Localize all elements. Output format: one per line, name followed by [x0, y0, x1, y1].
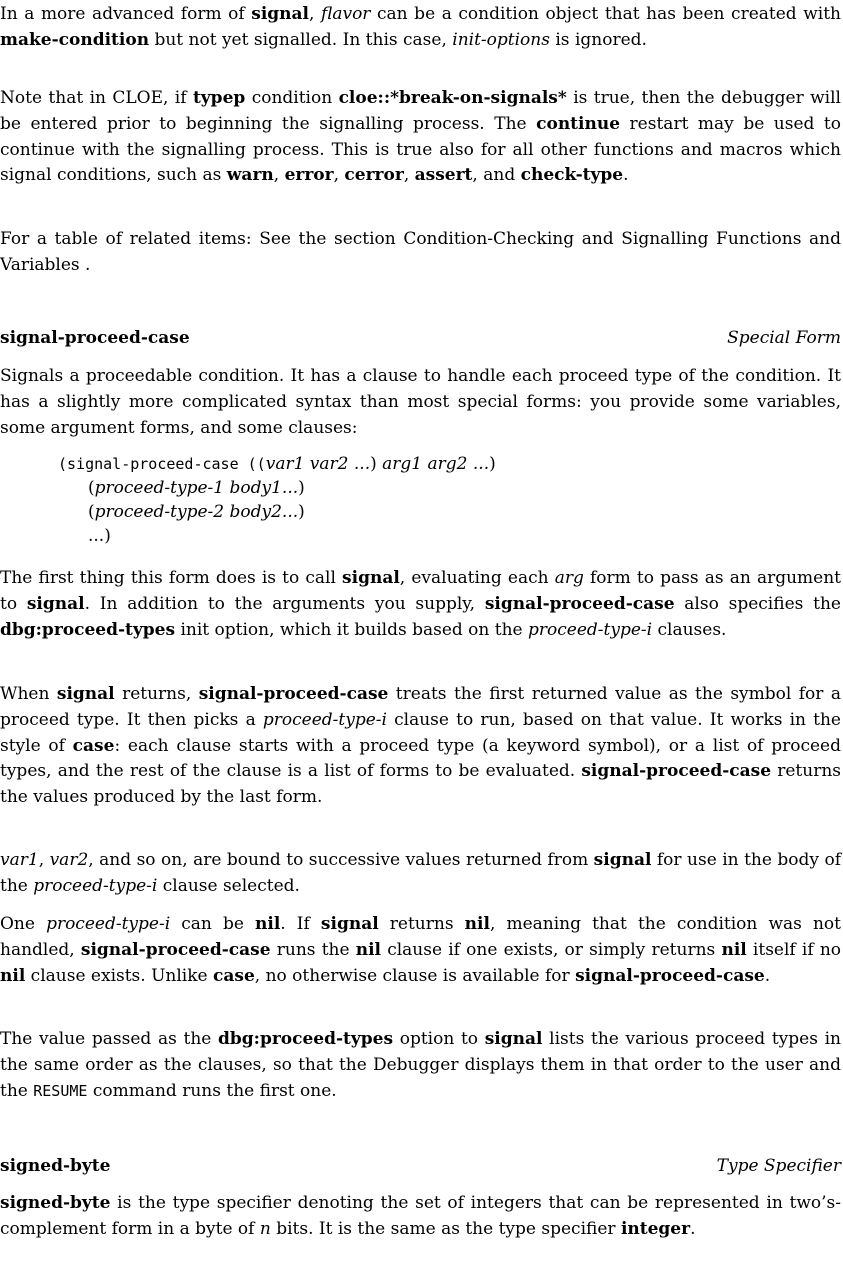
term-signed-byte: signed-byte	[0, 1193, 111, 1213]
text: init option, which it builds based on the	[175, 619, 529, 640]
code-args: arg1 arg2 ...	[382, 454, 490, 474]
term-check-type: check-type	[520, 165, 624, 186]
term-cerror: cerror	[344, 165, 404, 186]
term-signal: signal	[56, 684, 115, 704]
text: , evaluating each	[399, 568, 555, 588]
term-signal-proceed-case: signal-proceed-case	[575, 965, 765, 986]
text: The value passed as the	[0, 1029, 219, 1049]
term-assert: assert	[414, 165, 473, 186]
entry-kind: Type Specifier	[716, 1156, 841, 1176]
code-line: ...)	[88, 526, 111, 546]
entry-name: signal-proceed-case	[0, 328, 190, 348]
text: is ignored.	[549, 29, 647, 50]
arg-proceed-type-i: proceed-type-i	[262, 709, 387, 730]
text: clause to run, based on that value. It works in the style of	[0, 709, 841, 756]
term-signal: signal	[484, 1029, 543, 1049]
entry1-paragraph-first-thing	[0, 566, 841, 643]
entry-header-signal-proceed-case	[0, 325, 841, 351]
code-line	[88, 500, 305, 524]
arg-proceed-type-i: proceed-type-i	[46, 914, 171, 934]
term-break-on-signals: cloe::*break-on-signals*	[338, 88, 567, 108]
text: . If	[280, 914, 321, 934]
text: ,	[309, 4, 321, 24]
term-signal: signal	[593, 850, 652, 870]
text: .	[623, 165, 629, 186]
text: The first thing this form does is to call	[0, 568, 343, 588]
text: clauses.	[652, 619, 727, 640]
term-signal-proceed-case: signal-proceed-case	[80, 939, 271, 960]
text: lists the various proceed types in the same order as the clauses, so that the Debugger displays them in that order to the user and the	[0, 1029, 841, 1101]
text: : each clause starts with a proceed type (a keyword symbol), or a list of proceed types, and the rest of the clause is a list of forms to be evaluated.	[0, 735, 841, 782]
term-nil: nil	[255, 914, 281, 934]
text: clause selected.	[157, 875, 300, 896]
arg-var2: var2	[49, 850, 89, 870]
code-args: var1 var2 ...	[265, 454, 371, 474]
text: runs the	[270, 939, 356, 960]
text: also specifies the	[674, 593, 841, 614]
text: .	[690, 1218, 696, 1239]
intro-paragraph-flavor	[0, 2, 841, 54]
term-nil: nil	[721, 939, 747, 960]
text: clause exists. Unlike	[25, 965, 214, 986]
text: , and so on, are bound to successive values returned from	[88, 850, 594, 870]
term-case: case	[213, 965, 255, 986]
code-text: )	[489, 454, 496, 474]
text: option to	[393, 1029, 485, 1049]
text: In a more advanced form of	[0, 4, 252, 24]
text: Note that in CLOE, if	[0, 88, 193, 108]
text: itself if no	[746, 939, 842, 960]
term-warn: warn	[226, 165, 274, 186]
text: When	[0, 684, 57, 704]
text: ,	[273, 165, 285, 186]
text: bits. It is the same as the type specifier	[270, 1218, 621, 1239]
arg-proceed-type-i: proceed-type-i	[528, 619, 653, 640]
term-case: case	[72, 735, 115, 756]
arg-var1: var1	[0, 850, 39, 870]
code-line	[88, 476, 305, 500]
text: , no otherwise clause is available for	[254, 965, 576, 986]
code-text: (	[88, 478, 95, 498]
intro-paragraph-related: For a table of related items: See the section Condition-Checking and Signalling Functions and Variables .	[0, 229, 841, 275]
command-resume: RESUME	[33, 1081, 88, 1100]
arg-n: n	[259, 1218, 271, 1239]
text: treats the first returned value as the symbol for a proceed type. It then picks a	[0, 684, 841, 730]
text: for use in the body of the	[0, 850, 842, 896]
arg-init-options: init-options	[452, 29, 550, 50]
entry-header-signed-byte	[0, 1153, 841, 1179]
term-signal-proceed-case: signal-proceed-case	[198, 684, 389, 704]
text: returns	[378, 914, 465, 934]
term-signal-proceed-case: signal-proceed-case	[484, 593, 675, 614]
text: condition	[245, 88, 339, 108]
text: can be a condition object that has been created with	[370, 4, 842, 24]
text: but not yet signalled. In this case,	[149, 29, 453, 50]
intro-paragraph-cloe	[0, 86, 841, 189]
entry2-paragraph-definition	[0, 1191, 841, 1243]
text: clause if one exists, or simply returns	[381, 939, 722, 960]
text: command runs the first one.	[87, 1080, 337, 1101]
term-proceed-types: dbg:proceed-types	[0, 619, 176, 640]
entry-name: signed-byte	[0, 1156, 111, 1176]
arg-arg: arg	[554, 568, 584, 588]
text: One	[0, 914, 47, 934]
code-text: )	[370, 454, 383, 474]
text: can be	[170, 914, 256, 934]
term-signal: signal	[26, 593, 85, 614]
code-text: (	[88, 502, 95, 522]
text: form to pass as an argument to	[0, 568, 841, 614]
text: returns,	[114, 684, 199, 704]
entry1-paragraph-value-passed	[0, 1027, 841, 1104]
code-text: )	[298, 502, 305, 522]
text: ,	[403, 165, 415, 186]
entry-kind: Special Form	[727, 328, 841, 348]
term-error: error	[284, 165, 334, 186]
text: , meaning that the condition was not handled,	[0, 914, 841, 960]
term-nil: nil	[355, 939, 382, 960]
text: restart may be used to continue with the signalling process. This is true also for all other functions and macros which signal conditions, such as	[0, 113, 841, 186]
text: . In addition to the arguments you supply,	[84, 593, 485, 614]
term-integer: integer	[620, 1218, 691, 1239]
code-text: (signal-proceed-case ((	[58, 455, 266, 473]
text: returns the values produced by the last form.	[0, 761, 841, 808]
arg-flavor: flavor	[320, 4, 371, 24]
term-signal: signal	[342, 568, 400, 588]
term-nil: nil	[0, 965, 26, 986]
code-args: proceed-type-1 body1...	[94, 478, 299, 498]
term-signal: signal	[251, 4, 309, 24]
term-signal-proceed-case: signal-proceed-case	[581, 761, 772, 782]
code-args: proceed-type-2 body2...	[94, 502, 299, 522]
code-text: )	[298, 478, 305, 498]
text: is true, then the debugger will be entered prior to beginning the signalling process. The	[0, 88, 841, 134]
entry1-paragraph-summary: Signals a proceedable condition. It has a clause to handle each proceed type of the condition. It has a slightly more complicated syntax than most special forms: you provide some variables, some argument forms, and some clauses:	[0, 366, 841, 438]
term-make-condition: make-condition	[0, 29, 150, 50]
text: ,	[333, 165, 345, 186]
text: ,	[38, 850, 50, 870]
text: .	[764, 965, 771, 986]
term-signal: signal	[320, 914, 379, 934]
entry1-paragraph-when-signal	[0, 682, 841, 811]
arg-proceed-type-i: proceed-type-i	[33, 875, 158, 896]
term-nil: nil	[464, 914, 490, 934]
term-typep: typep	[192, 88, 246, 108]
text: is the type specifier denoting the set of integers that can be represented in two’s-complement form in a byte of	[0, 1193, 841, 1239]
term-continue: continue	[536, 113, 621, 134]
code-line	[58, 452, 496, 476]
entry1-paragraph-vars	[0, 848, 841, 900]
text: , and	[472, 165, 521, 186]
term-proceed-types: dbg:proceed-types	[218, 1029, 394, 1049]
entry1-paragraph-nil	[0, 912, 841, 989]
